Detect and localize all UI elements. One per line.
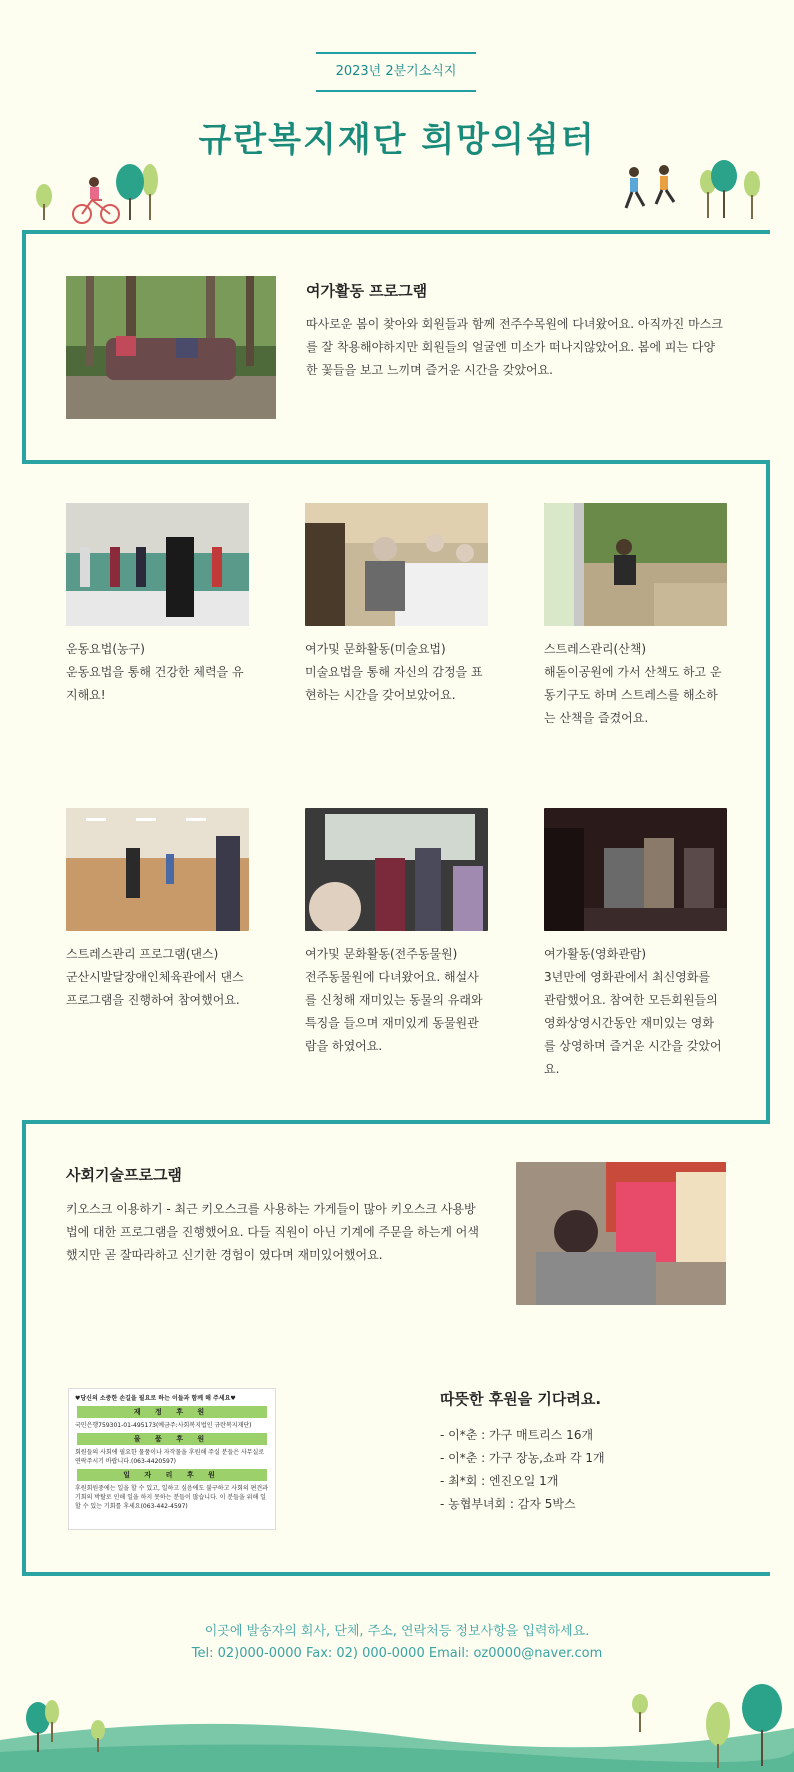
caption-text: 전주동물원에 다녀왔어요. 해설사를 신청해 재미있는 동물의 유래와 특징을 들으며 재미있게 동물원관람을 하였어요. — [305, 970, 483, 1053]
hills-illustration — [0, 1680, 794, 1772]
bicycle-illustration — [30, 160, 160, 228]
donation-card — [68, 1388, 276, 1530]
donation-band: 일 자 리 후 원 — [77, 1469, 267, 1481]
caption-text: 미술요법을 통해 자신의 감정을 표현하는 시간을 갖어보았어요. — [305, 665, 483, 702]
caption-title: 여가및 문화활동(미술요법) — [305, 642, 446, 656]
issue-badge: 2023년 2분기소식지 — [316, 52, 476, 92]
dance-photo — [66, 808, 249, 931]
frame-line — [22, 1120, 26, 1576]
donation-line: 후원회원중에는 일을 할 수 있고, 일하고 싶음에도 불구하고 사회의 편견과 기회의 박탈로 인해 일을 하지 못하는 분들이 많습니다. 이 분들을 위해 일할 수 있는 기회를 후세요(063-442-4597) — [75, 1485, 268, 1510]
social-text: 키오스크 이용하기 - 최근 키오스크를 사용하는 가게들이 많아 키오스크 사용방법에 대한 프로그램을 진행했어요. 다들 직원이 아닌 기계에 주문을 하는게 어색했지만 곧 잘따라하고 신기한 경험이 였다며 재미있어했어요. — [66, 1202, 479, 1262]
support-item: - 이*춘 : 가구 매트리스 16개 — [440, 1428, 594, 1442]
frame-line — [22, 460, 770, 464]
support-item: - 이*춘 : 가구 장농,쇼파 각 1개 — [440, 1451, 605, 1465]
donation-header: ♥당신의 소중한 손길을 필요로 하는 이들과 함께 해 주세요♥ — [75, 1395, 236, 1402]
grid-caption — [544, 943, 724, 1081]
arboretum-group-photo — [66, 276, 276, 419]
donation-line: 국민은행759301-01-495173(예금주:사회복지법인 규란복지재단) — [75, 1422, 252, 1429]
grid-caption — [66, 943, 246, 1012]
runners-illustration — [612, 158, 768, 228]
caption-title: 운동요법(농구) — [66, 642, 145, 656]
caption-title: 스트레스관리(산책) — [544, 642, 647, 656]
frame-line — [22, 1572, 770, 1576]
feature-title: 여가활동 프로그램 — [306, 282, 428, 300]
caption-text: 해돋이공원에 가서 산책도 하고 운동기구도 하며 스트레스를 해소하는 산책을 즐겼어요. — [544, 665, 722, 725]
basketball-photo — [66, 503, 249, 626]
caption-text: 군산시발달장애인체육관에서 댄스프로그램을 진행하여 참여했어요. — [66, 970, 244, 1007]
grid-caption — [305, 943, 485, 1058]
zoo-photo — [305, 808, 488, 931]
cinema-photo — [544, 808, 727, 931]
donation-band: 물 품 후 원 — [77, 1433, 267, 1445]
grid-caption — [66, 638, 246, 707]
support-list — [440, 1424, 605, 1516]
support-item: - 최*회 : 엔진오일 1개 — [440, 1474, 559, 1488]
support-item: - 농협부녀회 : 감자 5박스 — [440, 1497, 576, 1511]
donation-line: 회원들의 사회에 필요한 물품이나 자작물을 후원해 주실 분들은 사무실로 연락주시기 바랍니다.(063-4420597) — [75, 1449, 265, 1465]
social-title: 사회기술프로그램 — [66, 1166, 182, 1184]
frame-line — [22, 1120, 770, 1124]
grid-caption — [544, 638, 724, 730]
caption-title: 여가활동(영화관람) — [544, 947, 647, 961]
donation-band: 재 정 후 원 — [77, 1406, 267, 1418]
park-walk-photo — [544, 503, 727, 626]
caption-title: 스트레스관리 프로그램(댄스) — [66, 947, 219, 961]
footer-contact: Tel: 02)000-0000 Fax: 02) 000-0000 Email: oz0000@naver.com — [191, 1646, 603, 1661]
caption-text: 3년만에 영화관에서 최신영화를 관람했어요. 참여한 모든회원들의 영화상영시간동안 재미있는 영화를 상영하며 즐거운 시간을 갖았어요. — [544, 970, 722, 1076]
feature-text: 따사로운 봄이 찾아와 회원들과 함께 전주수목원에 다녀왔어요. 아직까진 마스크를 잘 착용해야하지만 회원들의 얼굴엔 미소가 떠나지않았어요. 봄에 피는 다양한 꽃들을 보고 느끼며 즐거운 시간을 갖았어요. — [306, 317, 723, 377]
caption-title: 여가및 문화활동(전주동물원) — [305, 947, 458, 961]
newsletter-title: 규란복지재단 희망의쉼터 — [198, 120, 596, 160]
frame-line — [766, 460, 770, 1124]
kiosk-photo — [516, 1162, 726, 1305]
footer-info: 이곳에 발송자의 회사, 단체, 주소, 연락처등 정보사항을 입력하세요. — [204, 1624, 590, 1639]
art-therapy-photo — [305, 503, 488, 626]
caption-text: 운동요법을 통해 건강한 체력을 유지해요! — [66, 665, 244, 702]
frame-line — [22, 230, 770, 234]
grid-caption — [305, 638, 485, 707]
frame-line — [22, 230, 26, 462]
support-title: 따뜻한 후원을 기다려요. — [440, 1390, 602, 1408]
